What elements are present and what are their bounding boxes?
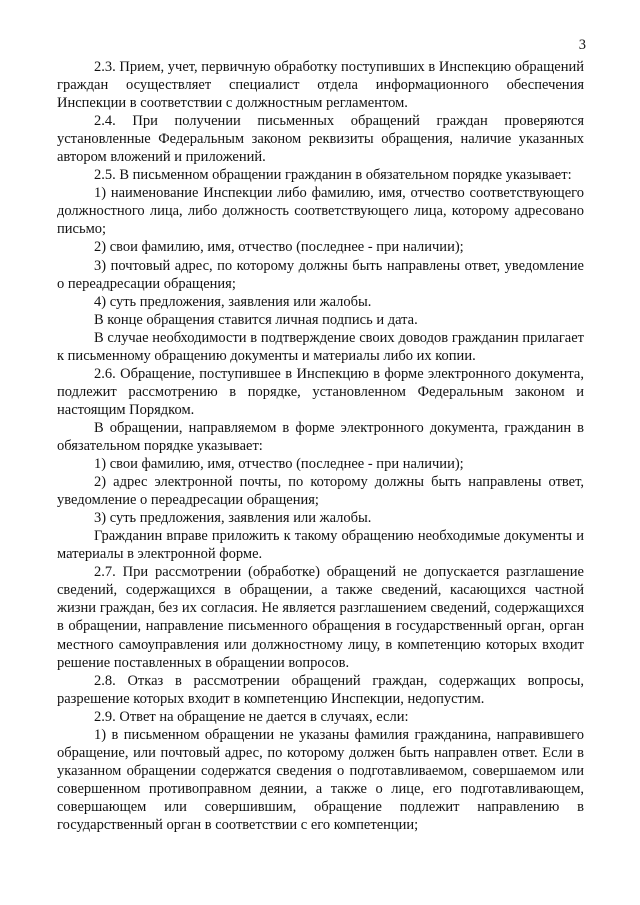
list-item: 4) суть предложения, заявления или жалобы. bbox=[94, 293, 372, 310]
list-item: 1) в письменном обращении не указаны фамилия гражданина, направившего обращение, или почтовый адрес, по которому должен быть направлен ответ. Если в указанном обращении содержатся сведения о подготавливаемом, совершаемом или совершенном противоправном деянии, а также о лице, его подготавливающем, совершающем или совершившим, обращение подлежит направлению в государственный орган в соответствии с его компетенции; bbox=[57, 726, 584, 833]
list-item: 1) наименование Инспекции либо фамилию, имя, отчество соответствующего должностного лица, либо должность соответствующего лица, которому адресовано письмо; bbox=[57, 185, 584, 238]
list-item: 2) свои фамилию, имя, отчество (последнее - при наличии); bbox=[94, 239, 464, 256]
document-body bbox=[57, 58, 584, 834]
list-item: 1) свои фамилию, имя, отчество (последнее - при наличии); bbox=[94, 456, 464, 473]
list-item: 3) суть предложения, заявления или жалобы. bbox=[94, 510, 372, 527]
list-item: 3) почтовый адрес, по которому должны быть направлены ответ, уведомление о переадресации обращения; bbox=[57, 257, 584, 292]
paragraph-2-3: 2.3. Прием, учет, первичную обработку поступивших в Инспекцию обращений граждан осуществляет специалист отдела информационного обеспечения Инспекции в соответствии с должностным регламентом. bbox=[57, 59, 584, 112]
paragraph-2-6: 2.6. Обращение, поступившее в Инспекцию в форме электронного документа, подлежит рассмотрению в порядке, установленном Федеральным законом и настоящим Порядком. bbox=[57, 365, 584, 418]
paragraph-2-4: 2.4. При получении письменных обращений граждан проверяются установленные Федеральным законом реквизиты обращения, наличие указанных автором вложений и приложений. bbox=[57, 113, 584, 166]
page-number: 3 bbox=[578, 37, 586, 53]
paragraph-2-7: 2.7. При рассмотрении (обработке) обращений не допускается разглашение сведений, содержащихся в обращении, а также сведений, касающихся частной жизни граждан, без их согласия. Не является разглашением сведений, содержащихся в обращении, направление письменного обращения в государственный орган, орган местного самоуправления или должностному лицу, в компетенцию которых входит решение поставленных в обращении вопросов. bbox=[57, 564, 584, 671]
paragraph: Гражданин вправе приложить к такому обращению необходимые документы и материалы в электронной форме. bbox=[57, 528, 584, 563]
paragraph-2-5: 2.5. В письменном обращении гражданин в обязательном порядке указывает: bbox=[94, 167, 572, 184]
list-item: 2) адрес электронной почты, по которому должны быть направлены ответ, уведомление о переадресации обращения; bbox=[57, 474, 584, 509]
paragraph: В обращении, направляемом в форме электронного документа, гражданин в обязательном порядке указывает: bbox=[57, 419, 584, 454]
paragraph-2-8: 2.8. Отказ в рассмотрении обращений граждан, содержащих вопросы, разрешение которых входит в компетенцию Инспекции, недопустим. bbox=[57, 672, 584, 707]
paragraph: В конце обращения ставится личная подпись и дата. bbox=[94, 311, 418, 328]
paragraph: В случае необходимости в подтверждение своих доводов гражданин прилагает к письменному обращению документы и материалы либо их копии. bbox=[57, 329, 584, 364]
paragraph-2-9: 2.9. Ответ на обращение не дается в случаях, если: bbox=[94, 708, 409, 725]
